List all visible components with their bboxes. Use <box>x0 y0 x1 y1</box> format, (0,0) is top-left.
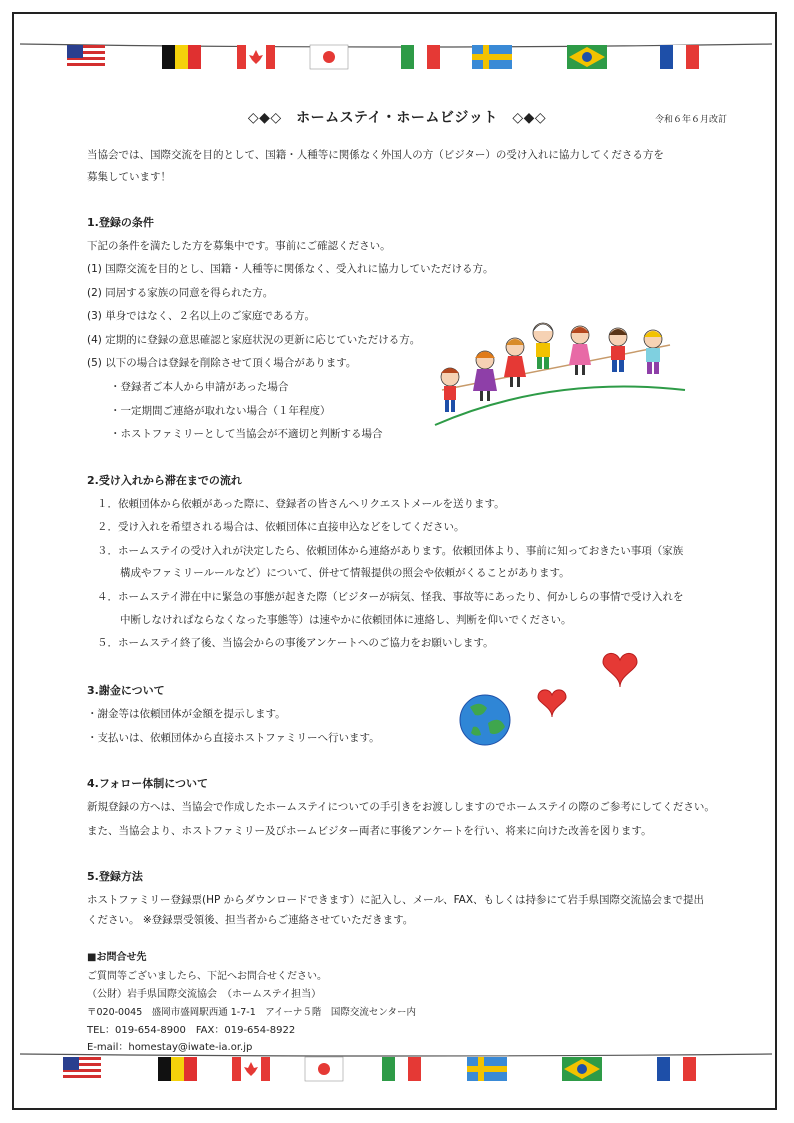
flag-bunting-bottom <box>20 1050 772 1090</box>
child-figure <box>473 351 497 401</box>
belgium-flag-icon <box>158 1057 197 1081</box>
flag-bunting-top <box>20 40 772 80</box>
france-flag-icon <box>660 45 699 69</box>
section-5-heading: 5.登録方法 <box>87 870 143 883</box>
condition-item: (2) 同居する家族の同意を得られた方。 <box>87 287 274 299</box>
condition-item: (5) 以下の場合は登録を削除させて頂く場合があります。 <box>87 357 357 369</box>
brazil-flag-icon <box>562 1057 602 1081</box>
flow-step-continuation: 中断しなければならなくなった事態等）は速やかに依頼団体に連絡し、判断を仰いでください。 <box>120 614 572 626</box>
heart-icon <box>603 653 637 687</box>
brazil-flag-icon <box>567 45 607 69</box>
section-1-lead: 下記の条件を満たした方を募集中です。事前にご確認ください。 <box>87 240 391 252</box>
registration-line: ください。 ※登録票受領後、担当者からご連絡させていただきます。 <box>87 914 414 926</box>
earth-icon <box>460 695 510 745</box>
fee-line: ・支払いは、依頼団体から直接ホストファミリーへ行います。 <box>87 732 380 744</box>
flow-step: ４．ホームステイ滞在中に緊急の事態が起きた際（ビジターが病気、怪我、事故等にあったり、何かしらの事情で受け入れを <box>97 591 684 603</box>
flow-step: ５．ホームステイ終了後、当協会からの事後アンケートへのご協力をお願いします。 <box>97 637 494 649</box>
revision-date: 令和６年６月改訂 <box>655 115 728 125</box>
condition-item: (3) 単身ではなく、２名以上のご家庭である方。 <box>87 310 316 322</box>
deletion-case: ・ホストファミリーとして当協会が不適切と判断する場合 <box>110 428 383 440</box>
flow-step-continuation: 構成やファミリールールなど）について、併せて情報提供の照会や依頼がくることがあります。 <box>120 567 570 579</box>
contact-phone-fax: TEL：019-654-8900 FAX：019-654-8922 <box>87 1025 296 1036</box>
contact-line: ご質問等ございましたら、下記へお問合せください。 <box>87 971 327 982</box>
france-flag-icon <box>657 1057 696 1081</box>
contact-address: 〒020-0045 盛岡市盛岡駅西通 1-7-1 アイーナ５階 国際交流センター内 <box>87 1007 417 1018</box>
sweden-flag-icon <box>472 45 512 69</box>
section-3-heading: 3.謝金について <box>87 684 165 697</box>
child-figure <box>504 338 526 387</box>
child-figure <box>569 326 591 375</box>
canada-flag-icon <box>237 45 275 69</box>
deletion-case: ・一定期間ご連絡が取れない場合（１年程度） <box>110 405 331 417</box>
section-2-heading: 2.受け入れから滞在までの流れ <box>87 474 242 487</box>
flow-step: １．依頼団体から依頼があった際に、登録者の皆さんへリクエストメールを送ります。 <box>97 498 505 510</box>
intro-line-1: 当協会では、国際交流を目的として、国籍・人種等に関係なく外国人の方（ビジター）の受け入れに協力してくださる方を <box>87 149 664 161</box>
flow-step: ２．受け入れを希望される場合は、依頼団体に直接申込などをしてください。 <box>97 521 465 533</box>
fee-line: ・謝金等は依頼団体が金額を提示します。 <box>87 708 286 720</box>
heart-icon <box>538 690 566 717</box>
japan-flag-icon <box>305 1057 343 1081</box>
flow-step: ３．ホームステイの受け入れが決定したら、依頼団体から連絡があります。依頼団体より、事前に知っておきたい事項（家族 <box>97 545 684 557</box>
children-holding-hands-illustration <box>430 315 690 430</box>
child-figure <box>533 323 553 369</box>
sweden-flag-icon <box>467 1057 507 1081</box>
deletion-case: ・登録者ご本人から申請があった場合 <box>110 381 289 393</box>
child-figure <box>609 328 627 372</box>
contact-heading: ■お問合せ先 <box>87 952 147 963</box>
italy-flag-icon <box>401 45 440 69</box>
us-flag-icon <box>63 1057 101 1081</box>
japan-flag-icon <box>310 45 348 69</box>
condition-item: (1) 国際交流を目的とし、国籍・人種等に関係なく、受入れに協力していただける方。 <box>87 263 494 275</box>
earth-and-hearts-illustration <box>455 645 645 750</box>
section-4-heading: 4.フォロー体制について <box>87 777 209 790</box>
follow-up-line: 新規登録の方へは、当協会で作成したホームステイについての手引きをお渡ししますのでホームステイの際のご参考にしてください。 <box>87 801 715 813</box>
page-title: ◇◆◇ ホームステイ・ホームビジット ◇◆◇ <box>247 110 547 126</box>
contact-email[interactable]: E-mail：homestay@iwate-ia.or.jp <box>87 1042 253 1053</box>
italy-flag-icon <box>382 1057 421 1081</box>
child-figure <box>644 330 662 374</box>
contact-line: （公財）岩手県国際交流協会 （ホームステイ担当） <box>87 989 322 1000</box>
condition-item: (4) 定期的に登録の意思確認と家庭状況の更新に応じていただける方。 <box>87 334 421 346</box>
us-flag-icon <box>67 45 105 69</box>
canada-flag-icon <box>232 1057 270 1081</box>
belgium-flag-icon <box>162 45 201 69</box>
registration-line: ホストファミリー登録票(HP からダウンロードできます）に記入し、メール、FAX、もしくは持参にて岩手県国際交流協会まで提出 <box>87 894 705 906</box>
intro-line-2: 募集しています！ <box>87 171 171 183</box>
follow-up-line: また、当協会より、ホストファミリー及びホームビジター両者に事後アンケートを行い、将来に向けた改善を図ります。 <box>87 825 652 837</box>
section-1-heading: 1.登録の条件 <box>87 216 154 229</box>
